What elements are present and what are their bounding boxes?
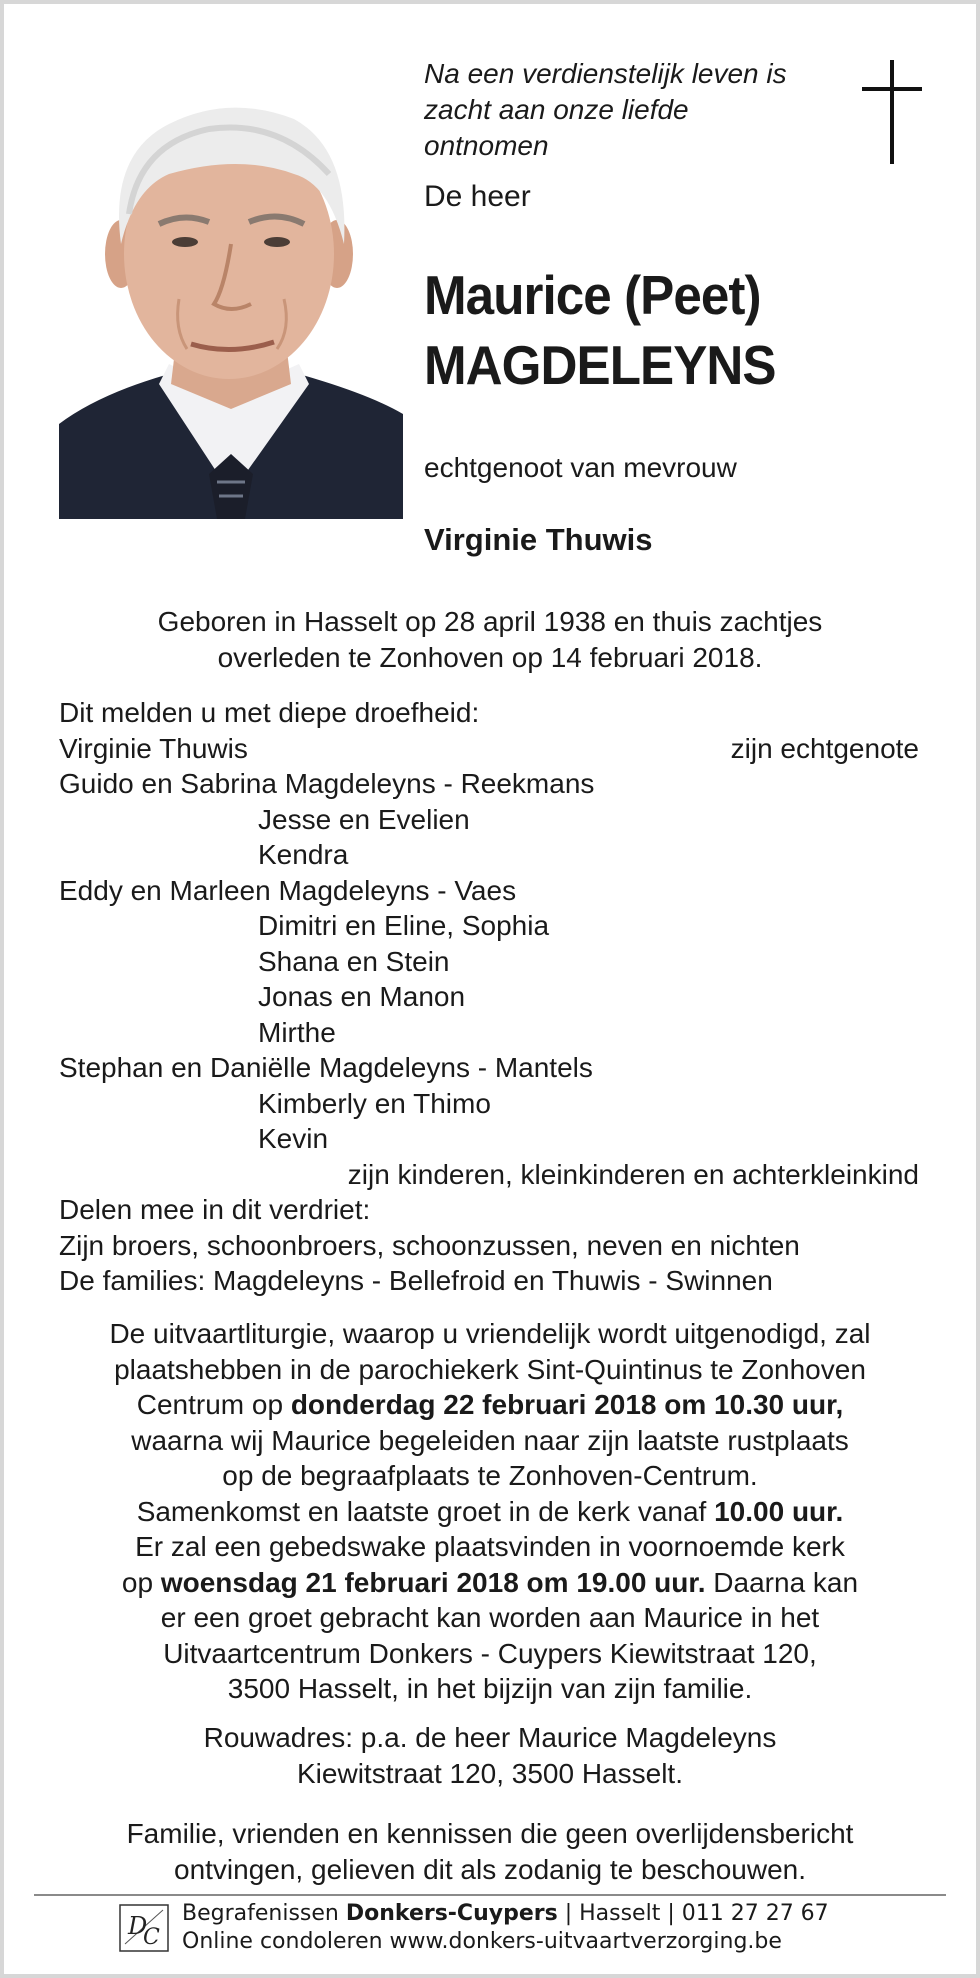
list-item: De families: Magdeleyns - Bellefroid en Thuwis - Swinnen — [59, 1265, 773, 1296]
closing-note: Familie, vrienden en kennissen die geen overlijdensbericht ontvingen, gelieven dit als zodanig te beschouwen. — [126, 1818, 854, 1885]
family-list — [59, 695, 919, 1299]
death-line: overleden te Zonhoven op 14 februari 2018. — [217, 641, 763, 673]
list-item: Dimitri en Eline, Sophia — [258, 910, 550, 941]
list-item: Virginie Thuwis zijn echtgenote — [59, 731, 919, 767]
intro-line: zacht aan onze liefde — [424, 94, 689, 125]
footer: Begrafenissen Donkers-Cuypers | Hasselt | 011 27 27 67 Online condoleren www.donkers-uitvaartverzorging.be — [182, 1901, 829, 1954]
svg-text:C: C — [143, 1925, 160, 1950]
vigil-date: woensdag 21 februari 2018 om 19.00 uur. — [160, 1566, 706, 1598]
spouse-intro: echtgenoot van mevrouw — [424, 452, 737, 483]
cross-icon — [862, 60, 922, 164]
children-role: zijn kinderen, kleinkinderen en achterkleinkind — [347, 1158, 919, 1190]
intro-text — [424, 56, 844, 164]
intro-line: Na een verdienstelijk leven is — [424, 58, 787, 89]
funeral-date: donderdag 22 februari 2018 om 10.30 uur, — [290, 1389, 844, 1420]
list-item: Eddy en Marleen Magdeleyns - Vaes — [59, 874, 517, 906]
intro-line: ontnomen — [424, 130, 549, 161]
mourning-address: Rouwadres: p.a. de heer Maurice Magdeleyns Kiewitstraat 120, 3500 Hasselt. — [203, 1722, 777, 1789]
portrait-photo — [59, 94, 403, 519]
list-item: Mirthe — [258, 1016, 336, 1048]
list-item: Shana en Stein — [258, 945, 450, 977]
list-item: Zijn broers, schoonbroers, schoonzussen, neven en nichten — [59, 1229, 800, 1261]
funeral-home-logo — [119, 1904, 169, 1952]
children-role-row — [59, 1157, 919, 1193]
last-name: MAGDELEYNS — [424, 334, 776, 396]
list-item: Guido en Sabrina Magdeleyns - Reekmans — [59, 768, 595, 799]
list-item: Kendra — [258, 839, 349, 870]
company-name: Donkers-Cuypers — [345, 1901, 558, 1926]
list-item: Stephan en Daniëlle Magdeleyns - Mantels — [59, 1052, 593, 1083]
birth-death-info — [39, 604, 941, 675]
spouse-role: zijn echtgenote — [730, 732, 919, 764]
title-prefix: De heer — [424, 180, 531, 213]
svg-text:D: D — [128, 1912, 148, 1940]
family-heading: Dit melden u met diepe droefheid: — [59, 697, 480, 728]
online-condolence: Online condoleren www.donkers-uitvaartverzorging.be — [182, 1929, 782, 1954]
deceased-name — [424, 260, 776, 400]
ceremony-info: De uitvaartliturgie, waarop u vriendelijk wordt uitgenodigd, zal plaatshebben in de parochiekerk Sint-Quintinus te Zonhoven Centrum op donderdag 22 februari 2018 om 10.30 uur, waarna wij Maurice begeleiden naar zijn laatste rustplaats op de begraafplaats te Zonhoven-Centrum. Samenkomst en laatste groet in de kerk vanaf 10.00 uur. Er zal een gebedswake plaatsvinden in voornoemde kerk op woensdag 21 februari 2018 om 19.00 uur. Daarna kan er een groet gebracht kan worden aan Maurice in het Uitvaartcentrum Donkers - Cuypers Kiewitstraat 120, 3500 Hasselt, in het bijzijn van zijn familie. — [109, 1318, 871, 1704]
birth-line: Geboren in Hasselt op 28 april 1938 en thuis zachtjes — [157, 606, 823, 637]
spouse-name: Virginie Thuwis — [424, 522, 653, 557]
list-item: Kimberly en Thimo — [258, 1087, 491, 1119]
list-item: Kevin — [258, 1123, 329, 1154]
list-item: Jesse en Evelien — [258, 803, 470, 835]
death-notice — [4, 4, 976, 1974]
list-item: Jonas en Manon — [258, 981, 466, 1012]
share-heading: Delen mee in dit verdriet: — [59, 1194, 371, 1225]
footer-divider — [34, 1894, 946, 1896]
gathering-time: 10.00 uur. — [714, 1495, 844, 1527]
first-name: Maurice (Peet) — [424, 264, 761, 326]
